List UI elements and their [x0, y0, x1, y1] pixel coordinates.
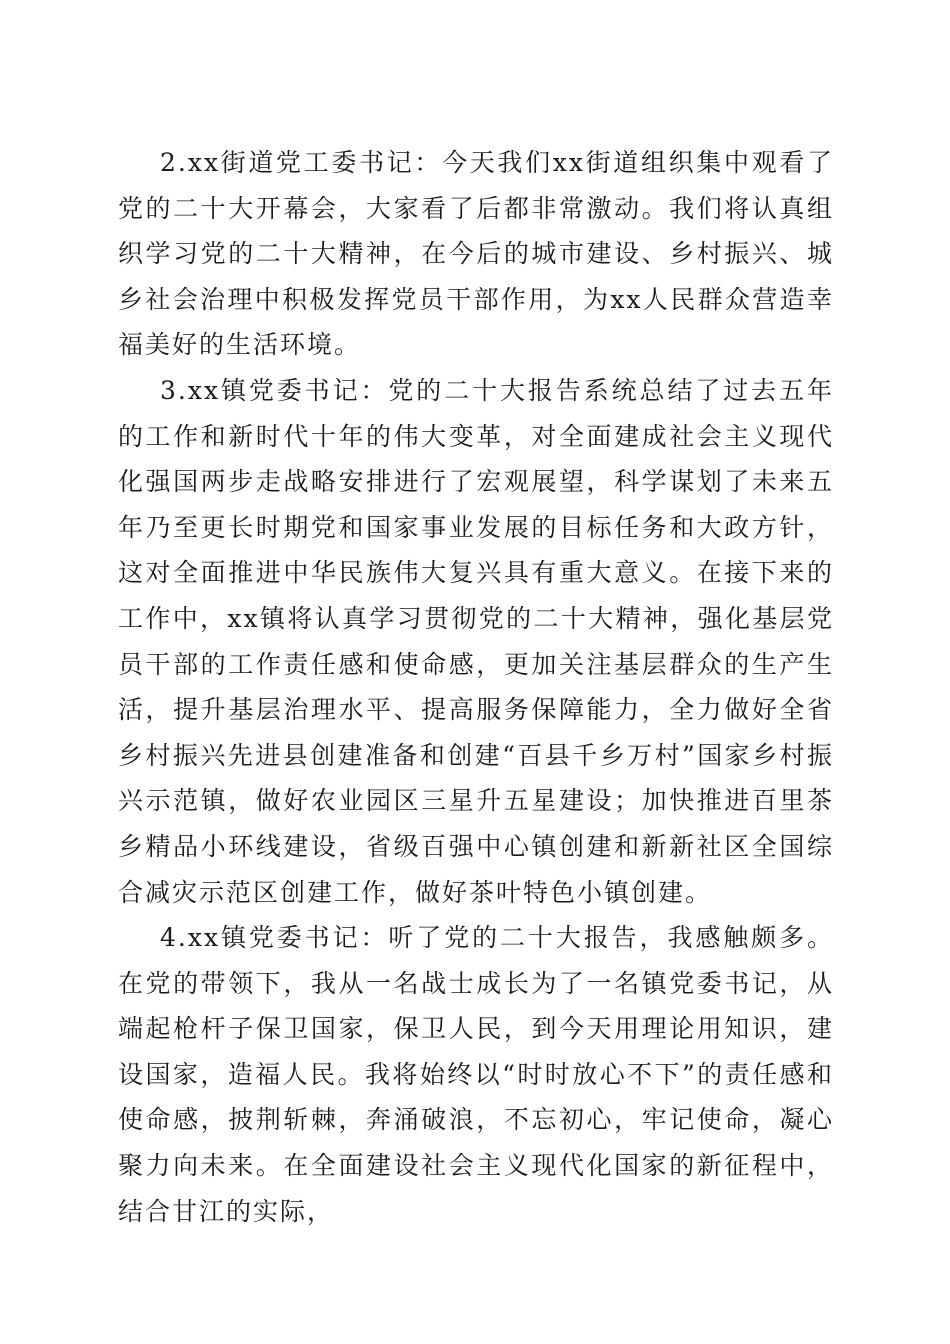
- paragraph-2: 2.xx街道党工委书记：今天我们xx街道组织集中观看了党的二十大开幕会，大家看了后都非常激动。我们将认真组织学习党的二十大精神，在今后的城市建设、乡村振兴、城乡社会治理中积极发挥党员干部作用，为xx人民群众营造幸福美好的生活环境。: [118, 148, 834, 360]
- document-body: [118, 140, 834, 1234]
- paragraph-3: 3.xx镇党委书记：党的二十大报告系统总结了过去五年的工作和新时代十年的伟大变革，对全面建成社会主义现代化强国两步走战略安排进行了宏观展望，科学谋划了未来五年乃至更长时期党和国家事业发展的目标任务和大政方针，这对全面推进中华民族伟大复兴具有重大意义。在接下来的工作中，xx镇将认真学习贯彻党的二十大精神，强化基层党员干部的工作责任感和使命感，更加关注基层群众的生产生活，提升基层治理水平、提高服务保障能力，全力做好全省乡村振兴先进县创建准备和创建“百县千乡万村”国家乡村振兴示范镇，做好农业园区三星升五星建设；加快推进百里茶乡精品小环线建设，省级百强中心镇创建和新新社区全国综合减灾示范区创建工作，做好茶叶特色小镇创建。: [118, 375, 834, 907]
- paragraph-4: 4.xx镇党委书记：听了党的二十大报告，我感触颇多。在党的带领下，我从一名战士成长为了一名镇党委书记，从端起枪杆子保卫国家，保卫人民，到今天用理论用知识，建设国家，造福人民。我将始终以“时时放心不下”的责任感和使命感，披荆斩棘，奔涌破浪，不忘初心，牢记使命，凝心聚力向未来。在全面建设社会主义现代化国家的新征程中，结合甘江的实际，: [118, 923, 834, 1226]
